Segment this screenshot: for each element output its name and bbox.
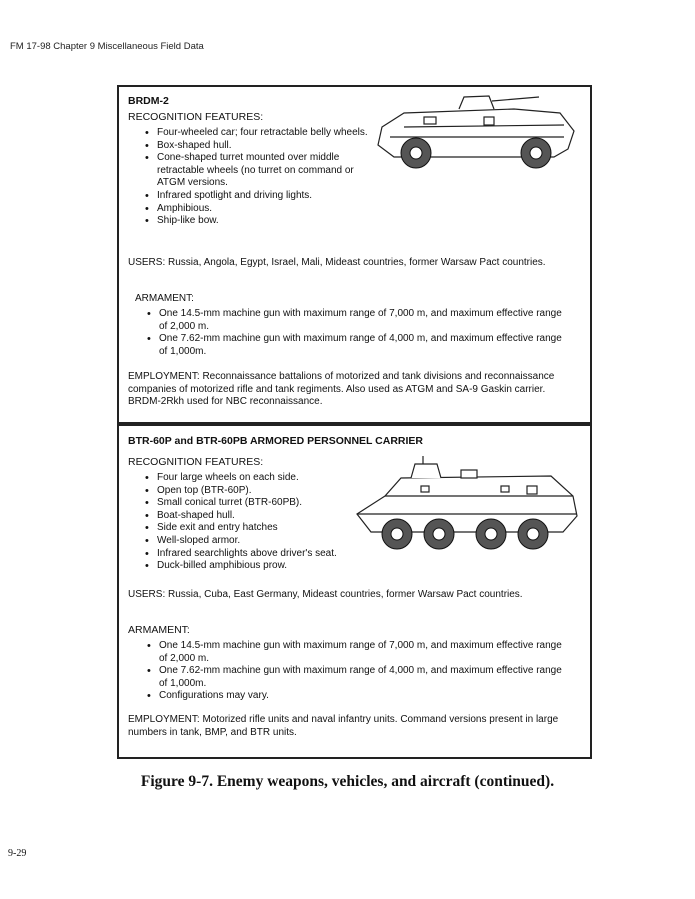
document-header: FM 17-98 Chapter 9 Miscellaneous Field Data xyxy=(10,41,204,52)
feature-item: • Infrared searchlights above driver's seat. xyxy=(145,548,385,561)
recognition-features-list xyxy=(145,472,385,573)
employment-text: EMPLOYMENT: Motorized rifle units and naval infantry units. Command versions present in large numbers in tank, BMP, and BTR units. xyxy=(128,714,559,738)
brdm-2-side-view-icon xyxy=(364,87,584,177)
recognition-heading: RECOGNITION FEATURES: xyxy=(128,456,264,468)
armament-list xyxy=(147,308,567,358)
armament-list xyxy=(147,640,567,703)
brdm-2-panel xyxy=(117,85,592,424)
users-text: USERS: Russia, Cuba, East Germany, Mideast countries, former Warsaw Pact countries. xyxy=(128,589,523,600)
feature-item: • Side exit and entry hatches xyxy=(145,522,385,535)
armament-item: • One 14.5-mm machine gun with maximum range of 7,000 m, and maximum effective range of 2,000 m. xyxy=(147,640,567,665)
recognition-features-list xyxy=(145,127,375,228)
feature-item: • Well-sloped armor. xyxy=(145,535,385,548)
armament-item: • Configurations may vary. xyxy=(147,690,567,703)
feature-item: • Four large wheels on each side. xyxy=(145,472,385,485)
recognition-heading: RECOGNITION FEATURES: xyxy=(128,111,264,123)
feature-item: • Duck-billed amphibious prow. xyxy=(145,560,385,573)
feature-item: • Four-wheeled car; four retractable belly wheels. xyxy=(145,127,375,140)
armament-item: • One 7.62-mm machine gun with maximum range of 4,000 m, and maximum effective range of 1,000m. xyxy=(147,333,567,358)
users-text: USERS: Russia, Angola, Egypt, Israel, Mali, Mideast countries, former Warsaw Pact countries. xyxy=(128,257,546,268)
btr-60-side-view-icon xyxy=(351,456,586,556)
feature-item: • Cone-shaped turret mounted over middle retractable wheels (no turret on command or ATGM versions. xyxy=(145,152,375,190)
feature-item: • Open top (BTR-60P). xyxy=(145,485,385,498)
page-number: 9-29 xyxy=(8,848,27,859)
employment-text: EMPLOYMENT: Reconnaissance battalions of motorized and tank divisions and reconnaissance companies of motorized rifle and tank regiments. Also used as ATGM and SA-9 Gaskin carrier. BRDM-2Rkh used for NBC reconnaissance. xyxy=(128,371,555,408)
feature-item: • Ship-like bow. xyxy=(145,215,375,228)
feature-item: • Infrared spotlight and driving lights. xyxy=(145,190,375,203)
armament-item: • One 14.5-mm machine gun with maximum range of 7,000 m, and maximum effective range of 2,000 m. xyxy=(147,308,567,333)
feature-item: • Small conical turret (BTR-60PB). xyxy=(145,497,385,510)
feature-item: • Amphibious. xyxy=(145,203,375,216)
feature-item: • Boat-shaped hull. xyxy=(145,510,385,523)
btr-60-panel xyxy=(117,424,592,759)
armament-item: • One 7.62-mm machine gun with maximum range of 4,000 m, and maximum effective range of 1,000m. xyxy=(147,665,567,690)
panel-title: BTR-60P and BTR-60PB ARMORED PERSONNEL CARRIER xyxy=(128,435,424,447)
feature-item: • Box-shaped hull. xyxy=(145,140,375,153)
panel-title: BRDM-2 xyxy=(128,95,169,107)
figure-caption: Figure 9-7. Enemy weapons, vehicles, and aircraft (continued). xyxy=(140,773,555,790)
armament-heading: ARMAMENT: xyxy=(135,293,194,304)
armament-heading: ARMAMENT: xyxy=(128,624,190,636)
